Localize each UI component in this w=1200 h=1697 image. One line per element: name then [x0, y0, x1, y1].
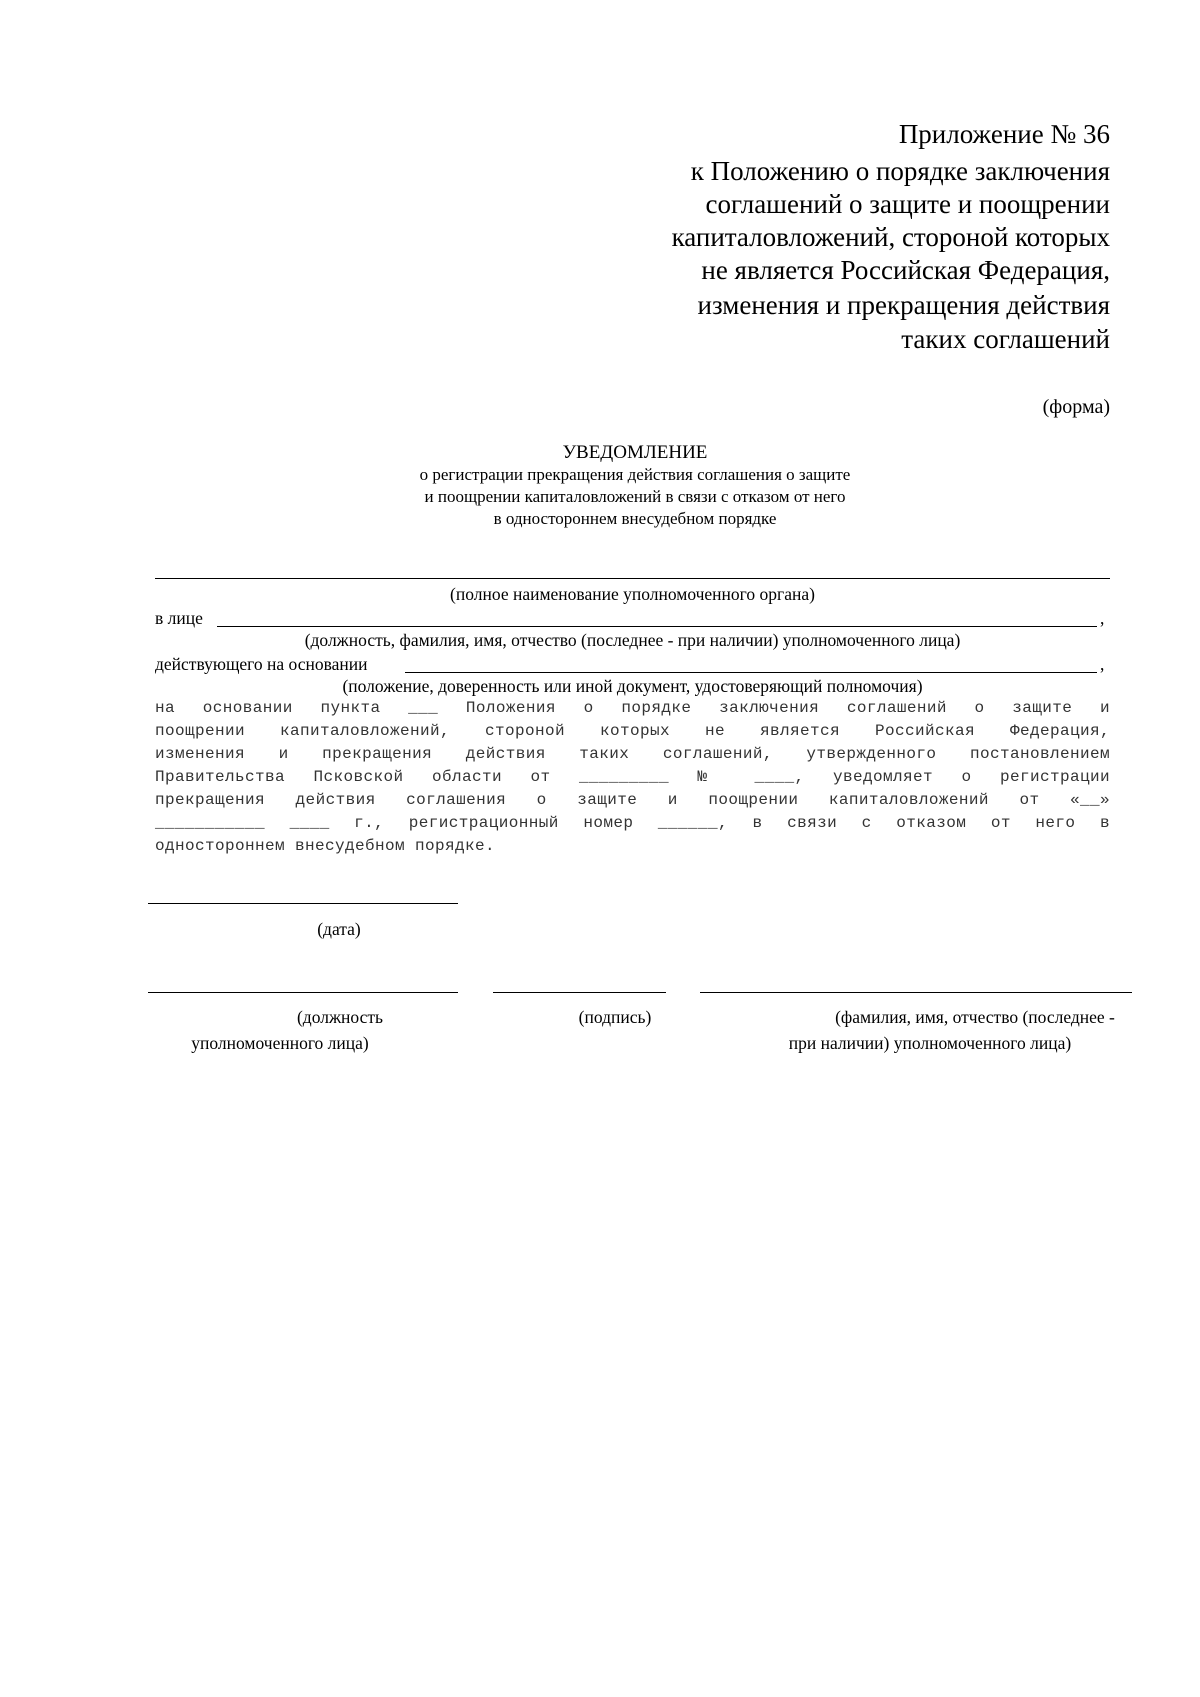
in-person-label: в лице	[155, 608, 203, 628]
date-caption: (дата)	[317, 919, 361, 939]
position-caption-line: уполномоченного лица)	[191, 1033, 369, 1053]
organ-name-caption: (полное наименование уполномоченного органа)	[450, 584, 815, 604]
date-field[interactable]	[148, 903, 458, 904]
title-line: в одностороннем внесудебном порядке	[493, 509, 777, 528]
basis-caption: (положение, доверенность или иной документ, удостоверяющий полномочия)	[342, 676, 923, 696]
appendix-reference-line: к Положению о порядке заключения	[690, 156, 1110, 186]
body-line: на основании пункта ___ Положения о порядке заключения соглашений о защите и	[155, 699, 1110, 717]
organ-name-field[interactable]	[155, 578, 1110, 579]
full-name-caption-line: при наличии) уполномоченного лица)	[788, 1033, 1072, 1053]
comma: ,	[1100, 654, 1105, 674]
appendix-number: Приложение № 36	[898, 119, 1110, 149]
position-caption-line: (должность	[296, 1007, 384, 1027]
body-line: Правительства Псковской области от _________ № ____, уведомляет о регистрации	[155, 768, 1110, 786]
appendix-reference-line: таких соглашений	[901, 324, 1110, 354]
body-line: изменения и прекращения действия таких соглашений, утвержденного постановлением	[155, 745, 1110, 763]
appendix-reference-line: соглашений о защите и поощрении	[705, 189, 1110, 219]
body-line: поощрении капиталовложений, стороной которых не является Российская Федерация,	[155, 722, 1110, 740]
position-caption	[170, 1004, 510, 1056]
appendix-reference-line: капиталовложений, стороной которых	[671, 222, 1110, 252]
title-line: о регистрации прекращения действия соглашения о защите	[419, 465, 851, 484]
body-line: одностороннем внесудебном порядке.	[155, 837, 496, 855]
person-caption: (должность, фамилия, имя, отчество (последнее - при наличии) уполномоченного лица)	[304, 630, 961, 650]
title-line: и поощрении капиталовложений в связи с отказом от него	[424, 487, 846, 506]
acting-basis-label: действующего на основании	[155, 654, 368, 674]
full-name-caption-line: (фамилия, имя, отчество (последнее -	[835, 1007, 1115, 1027]
signature-caption: (подпись)	[578, 1007, 652, 1027]
position-field[interactable]	[148, 992, 458, 993]
full-name-field[interactable]	[700, 992, 1132, 993]
body-line: прекращения действия соглашения о защите и поощрении капиталовложений от «__»	[155, 791, 1110, 809]
appendix-reference-line: не является Российская Федерация,	[701, 255, 1110, 285]
form-label: (форма)	[1042, 396, 1110, 418]
appendix-reference-line: изменения и прекращения действия	[697, 290, 1110, 320]
comma: ,	[1100, 608, 1105, 628]
title-heading: УВЕДОМЛЕНИЕ	[562, 442, 708, 463]
basis-field[interactable]	[405, 672, 1097, 673]
full-name-caption	[740, 1004, 1120, 1056]
document-title	[155, 442, 1115, 530]
body-line: ___________ ____ г., регистрационный номер ______, в связи с отказом от него в	[155, 814, 1110, 832]
signature-field[interactable]	[493, 992, 666, 993]
person-field[interactable]	[217, 626, 1097, 627]
